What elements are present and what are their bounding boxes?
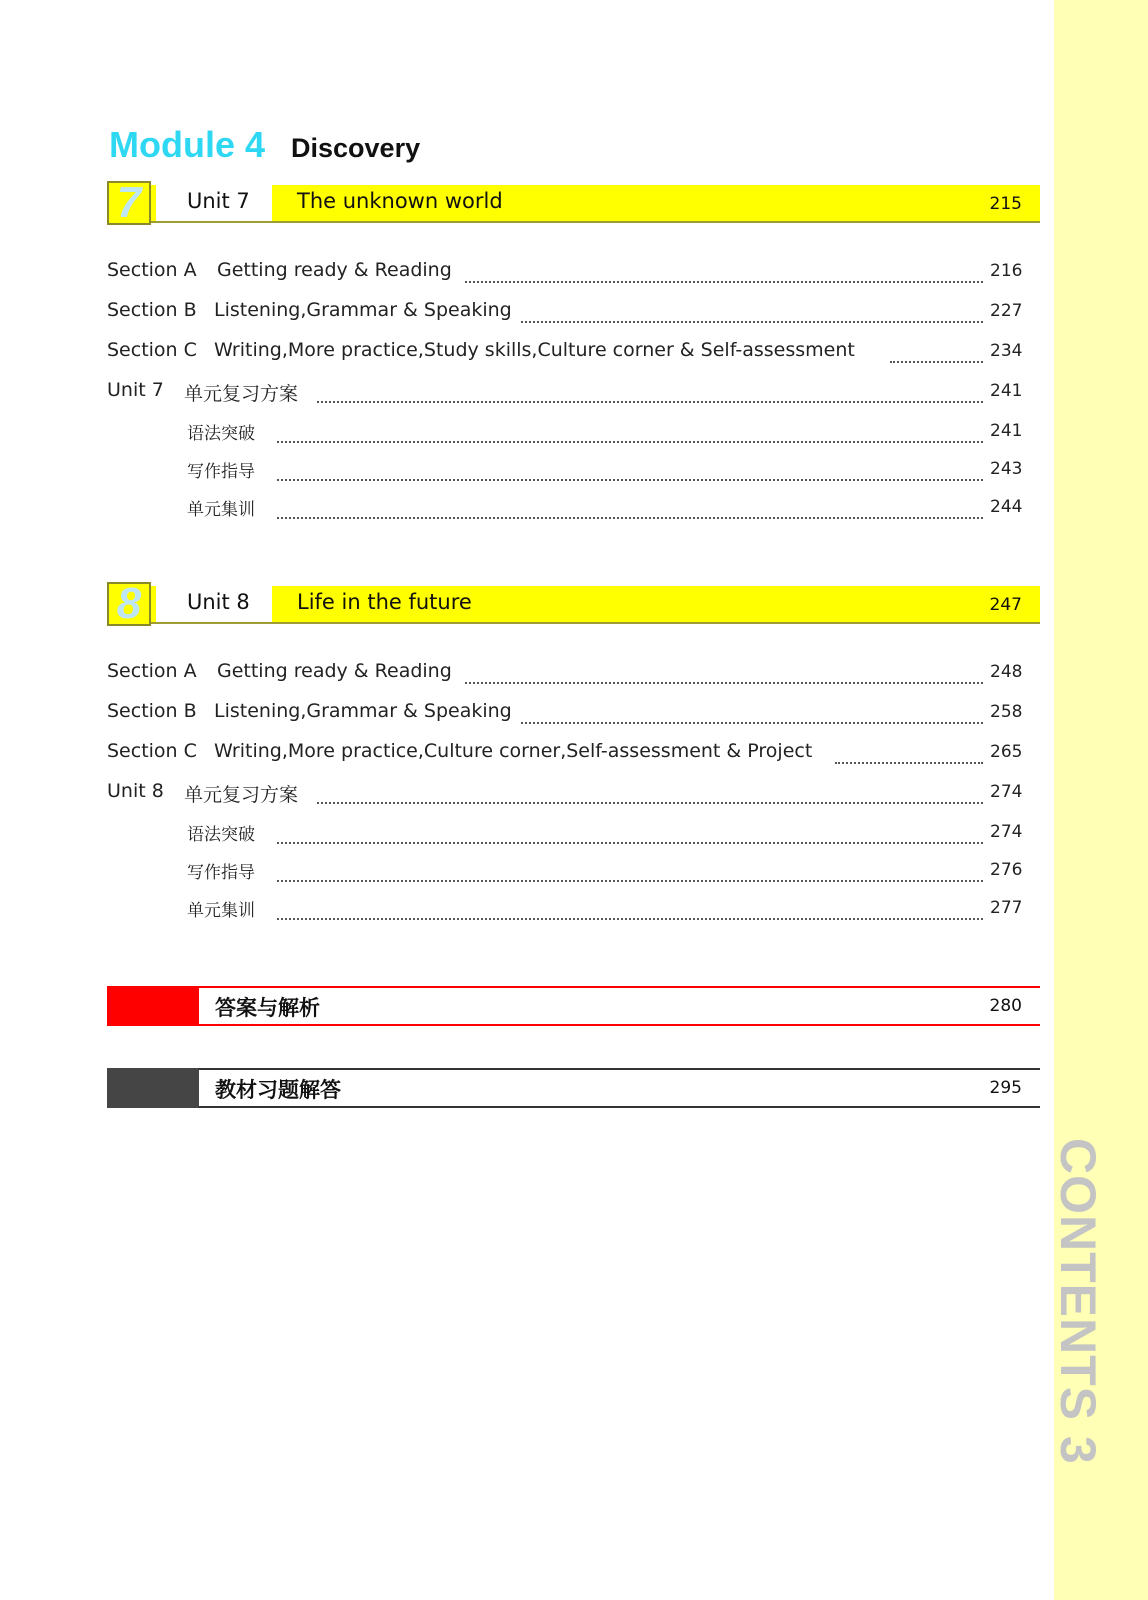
textbook-page: 295 — [989, 1078, 1022, 1098]
toc-subentry-8-1[interactable] — [107, 820, 1040, 846]
section-page: 248 — [990, 662, 1023, 682]
dot-leader — [465, 259, 983, 283]
review-label: Unit 8 — [107, 780, 164, 802]
section-label: Section B — [107, 299, 197, 321]
textbook-color-block — [107, 1068, 199, 1108]
unit-label: Unit 7 — [187, 189, 250, 213]
section-page: 227 — [990, 301, 1023, 321]
subentry-title: 单元集训 — [187, 901, 255, 921]
subentry-page: 241 — [990, 421, 1023, 441]
dot-leader — [277, 820, 983, 844]
section-page: 234 — [990, 341, 1023, 361]
textbook-title: 教材习题解答 — [215, 1078, 341, 1102]
dot-leader — [890, 339, 983, 363]
toc-entry-7c[interactable] — [107, 339, 1040, 365]
dot-leader — [465, 660, 983, 684]
section-label: Section C — [107, 339, 197, 361]
section-label: Section C — [107, 740, 197, 762]
unit-title: The unknown world — [297, 189, 503, 213]
toc-entry-8-review[interactable] — [107, 780, 1040, 806]
subentry-title: 语法突破 — [187, 825, 255, 845]
section-title: Getting ready & Reading — [217, 259, 452, 281]
dot-leader — [277, 419, 983, 443]
side-contents-label: CONTENTS 3 — [1050, 1138, 1106, 1465]
toc-entry-8c[interactable] — [107, 740, 1040, 766]
section-label: Section A — [107, 660, 197, 682]
unit-8-bar[interactable] — [107, 579, 1040, 628]
toc-subentry-7-3[interactable] — [107, 495, 1040, 521]
subentry-page: 274 — [990, 822, 1023, 842]
dot-leader — [521, 700, 983, 724]
dot-leader — [277, 896, 983, 920]
unit-number: 8 — [116, 579, 142, 628]
toc-entry-8b[interactable] — [107, 700, 1040, 726]
subentry-page: 243 — [990, 459, 1023, 479]
toc-entry-7b[interactable] — [107, 299, 1040, 325]
unit-7-bar[interactable] — [107, 178, 1040, 227]
toc-entry-7-review[interactable] — [107, 379, 1040, 405]
unit-label: Unit 8 — [187, 590, 250, 614]
toc-subentry-8-2[interactable] — [107, 858, 1040, 884]
answers-color-block — [107, 986, 199, 1026]
review-title: 单元复习方案 — [184, 784, 299, 806]
subentry-title: 语法突破 — [187, 424, 255, 444]
unit-title: Life in the future — [297, 590, 472, 614]
toc-subentry-7-1[interactable] — [107, 419, 1040, 445]
dot-leader — [317, 780, 983, 804]
section-label: Section B — [107, 700, 197, 722]
review-page: 241 — [990, 381, 1023, 401]
subentry-page: 244 — [990, 497, 1023, 517]
subentry-page: 276 — [990, 860, 1023, 880]
dot-leader — [277, 858, 983, 882]
review-label: Unit 7 — [107, 379, 164, 401]
toc-entry-8a[interactable] — [107, 660, 1040, 686]
toc-entry-7a[interactable] — [107, 259, 1040, 285]
section-page: 265 — [990, 742, 1023, 762]
dot-leader — [521, 299, 983, 323]
subentry-page: 277 — [990, 898, 1023, 918]
unit-number-badge — [107, 579, 151, 628]
subentry-title: 写作指导 — [187, 863, 255, 883]
answers-page: 280 — [989, 996, 1022, 1016]
section-title: Getting ready & Reading — [217, 660, 452, 682]
section-page: 258 — [990, 702, 1023, 722]
dot-leader — [835, 740, 983, 764]
answers-bar[interactable] — [107, 986, 1040, 1026]
section-label: Section A — [107, 259, 197, 281]
unit-page: 247 — [989, 595, 1022, 615]
module-heading — [109, 124, 420, 174]
toc-subentry-7-2[interactable] — [107, 457, 1040, 483]
dot-leader — [317, 379, 983, 403]
section-title: Listening,Grammar & Speaking — [214, 299, 512, 321]
dot-leader — [277, 457, 983, 481]
subentry-title: 单元集训 — [187, 500, 255, 520]
section-page: 216 — [990, 261, 1023, 281]
unit-number: 7 — [116, 178, 142, 227]
unit-page: 215 — [989, 194, 1022, 214]
answers-frame — [199, 986, 1040, 1026]
unit-number-badge — [107, 178, 151, 227]
module-label: Module 4 — [109, 124, 266, 165]
textbook-answers-bar[interactable] — [107, 1068, 1040, 1108]
section-title: Writing,More practice,Culture corner,Self-assessment & Project — [214, 740, 813, 762]
review-page: 274 — [990, 782, 1023, 802]
module-name: Discovery — [291, 133, 421, 163]
toc-subentry-8-3[interactable] — [107, 896, 1040, 922]
review-title: 单元复习方案 — [184, 383, 299, 405]
section-title: Listening,Grammar & Speaking — [214, 700, 512, 722]
answers-title: 答案与解析 — [215, 996, 320, 1020]
section-title: Writing,More practice,Study skills,Culture corner & Self-assessment — [214, 339, 855, 361]
dot-leader — [277, 495, 983, 519]
subentry-title: 写作指导 — [187, 462, 255, 482]
